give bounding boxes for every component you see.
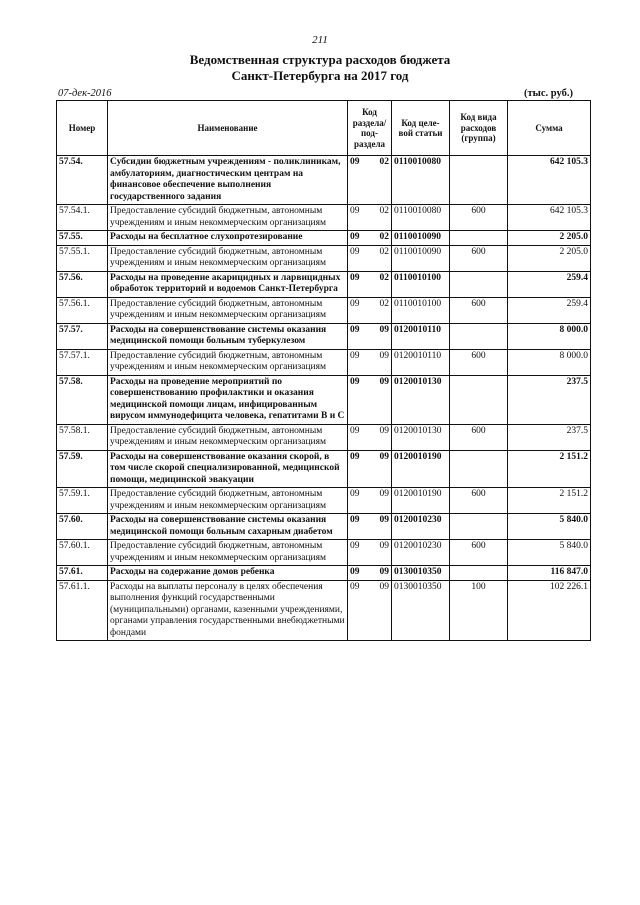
table-row: [57, 156, 591, 205]
row-name: Предоставление субсидий бюджетным, автономным учреждениям и иным некоммерческим организациям: [108, 245, 348, 271]
row-article-code: 0120010190: [392, 488, 450, 514]
row-name: Расходы на совершенствование оказания скорой, в том числе скорой специализированной, медицинской помощи, медицинской эвакуации: [108, 450, 348, 488]
row-article-code: 0120010130: [392, 424, 450, 450]
section-code: 09: [350, 232, 360, 242]
subsection-code: 09: [379, 376, 389, 387]
row-sum: 259.4: [508, 271, 591, 297]
table-row: [57, 205, 591, 231]
row-number: 57.57.1.: [57, 349, 108, 375]
subsection-code: 09: [379, 567, 389, 577]
row-kind-code: [450, 156, 508, 205]
row-kind-code: [450, 450, 508, 488]
row-sum: 116 847.0: [508, 566, 591, 581]
row-number: 57.56.1.: [57, 297, 108, 323]
row-number: 57.55.: [57, 231, 108, 246]
section-code: 09: [350, 567, 360, 577]
row-section-code: [348, 540, 392, 566]
table-row: [57, 424, 591, 450]
subsection-code: 09: [379, 350, 389, 361]
row-kind-code: 600: [450, 297, 508, 323]
row-sum: 2 205.0: [508, 231, 591, 246]
row-name: Предоставление субсидий бюджетным, автономным учреждениям и иным некоммерческим организациям: [108, 297, 348, 323]
row-article-code: 0120010230: [392, 514, 450, 540]
title-line-1: Ведомственная структура расходов бюджета: [189, 52, 451, 67]
table-row: [57, 349, 591, 375]
row-kind-code: 600: [450, 540, 508, 566]
section-code: 09: [350, 272, 360, 283]
subsection-code: 02: [379, 298, 389, 309]
row-article-code: 0130010350: [392, 580, 450, 641]
section-code: 09: [350, 298, 360, 309]
table-row: [57, 231, 591, 246]
section-code: 09: [350, 425, 360, 436]
table-row: [57, 514, 591, 540]
row-name: Расходы на совершенствование системы оказания медицинской помощи больным туберкулезом: [108, 323, 348, 349]
row-name: Расходы на проведение акарицидных и ларвицидных обработок территорий и водоемов Санкт-Петербурга: [108, 271, 348, 297]
row-number: 57.57.: [57, 323, 108, 349]
row-kind-code: 100: [450, 580, 508, 641]
subsection-code: 02: [379, 272, 389, 283]
row-sum: 259.4: [508, 297, 591, 323]
units-label: (тыс. руб.): [524, 88, 573, 99]
page-number: 211: [312, 34, 328, 46]
subsection-code: 09: [379, 489, 389, 499]
subsection-code: 09: [379, 541, 389, 551]
row-sum: 8 000.0: [508, 349, 591, 375]
row-section-code: [348, 580, 392, 641]
subsection-code: 09: [379, 515, 389, 525]
row-sum: 237.5: [508, 424, 591, 450]
row-name: Расходы на бесплатное слухопротезирование: [108, 231, 348, 246]
row-sum: 102 226.1: [508, 580, 591, 641]
header-kind: Код вида расходов (группа): [450, 101, 508, 156]
header-section: Код раздела/ под- раздела: [348, 101, 392, 156]
row-article-code: 0110010090: [392, 231, 450, 246]
row-name: Расходы на содержание домов ребенка: [108, 566, 348, 581]
table-row: [57, 375, 591, 424]
row-number: 57.54.1.: [57, 205, 108, 231]
header-sum: Сумма: [508, 101, 591, 156]
budget-table: [56, 100, 591, 641]
row-name: Расходы на проведение мероприятий по совершенствованию профилактики и оказания медицинской помощи лицам, инфицированным вирусом иммунодефицита человека, гепатитами В и С: [108, 375, 348, 424]
row-article-code: 0120010230: [392, 540, 450, 566]
section-code: 09: [350, 451, 360, 462]
section-code: 09: [350, 376, 360, 387]
table-row: [57, 580, 591, 641]
row-article-code: 0120010110: [392, 349, 450, 375]
row-kind-code: [450, 271, 508, 297]
row-kind-code: [450, 514, 508, 540]
table-row: [57, 323, 591, 349]
row-name: Предоставление субсидий бюджетным, автономным учреждениям и иным некоммерческим организациям: [108, 488, 348, 514]
subsection-code: 09: [379, 425, 389, 436]
row-section-code: [348, 156, 392, 205]
row-sum: 642 105.3: [508, 205, 591, 231]
subsection-code: 02: [379, 157, 389, 167]
row-article-code: 0110010090: [392, 245, 450, 271]
subsection-code: 02: [379, 232, 389, 242]
row-kind-code: [450, 231, 508, 246]
row-sum: 5 840.0: [508, 540, 591, 566]
row-article-code: 0110010080: [392, 156, 450, 205]
row-section-code: [348, 488, 392, 514]
subsection-code: 02: [379, 206, 389, 216]
section-code: 09: [350, 489, 360, 499]
row-article-code: 0120010110: [392, 323, 450, 349]
header-name: Наименование: [108, 101, 348, 156]
row-number: 57.59.1.: [57, 488, 108, 514]
row-section-code: [348, 231, 392, 246]
row-sum: 2 205.0: [508, 245, 591, 271]
row-section-code: [348, 566, 392, 581]
subsection-code: 02: [379, 246, 389, 257]
row-section-code: [348, 205, 392, 231]
table-row: [57, 540, 591, 566]
row-section-code: [348, 323, 392, 349]
row-number: 57.60.1.: [57, 540, 108, 566]
row-name: Предоставление субсидий бюджетным, автономным учреждениям и иным некоммерческим организациям: [108, 205, 348, 231]
row-article-code: 0120010130: [392, 375, 450, 424]
row-number: 57.56.: [57, 271, 108, 297]
row-kind-code: 600: [450, 488, 508, 514]
row-section-code: [348, 514, 392, 540]
row-number: 57.54.: [57, 156, 108, 205]
section-code: 09: [350, 515, 360, 525]
section-code: 09: [350, 350, 360, 361]
subsection-code: 09: [379, 324, 389, 335]
table-header-row: [57, 101, 591, 156]
row-section-code: [348, 349, 392, 375]
row-article-code: 0130010350: [392, 566, 450, 581]
row-number: 57.58.: [57, 375, 108, 424]
table-row: [57, 450, 591, 488]
section-code: 09: [350, 206, 360, 216]
document-title: [0, 52, 640, 84]
row-kind-code: 600: [450, 349, 508, 375]
row-name: Предоставление субсидий бюджетным, автономным учреждениям и иным некоммерческим организациям: [108, 540, 348, 566]
row-sum: 642 105.3: [508, 156, 591, 205]
document-date: 07-дек-2016: [58, 88, 112, 99]
row-number: 57.61.: [57, 566, 108, 581]
section-code: 09: [350, 581, 360, 592]
row-article-code: 0120010190: [392, 450, 450, 488]
section-code: 09: [350, 324, 360, 335]
header-article: Код целе- вой статьи: [392, 101, 450, 156]
row-number: 57.55.1.: [57, 245, 108, 271]
row-sum: 8 000.0: [508, 323, 591, 349]
section-code: 09: [350, 246, 360, 257]
subsection-code: 09: [379, 451, 389, 462]
row-number: 57.59.: [57, 450, 108, 488]
row-sum: 5 840.0: [508, 514, 591, 540]
row-article-code: 0110010100: [392, 271, 450, 297]
title-line-2: Санкт-Петербурга на 2017 год: [231, 68, 409, 83]
row-name: Субсидии бюджетным учреждениям - поликлиникам, амбулаториям, диагностическим центрам на финансовое обеспечение выполнения государственного задания: [108, 156, 348, 205]
section-code: 09: [350, 541, 360, 551]
row-name: Расходы на совершенствование системы оказания медицинской помощи больным сахарным диабетом: [108, 514, 348, 540]
row-kind-code: [450, 375, 508, 424]
row-section-code: [348, 424, 392, 450]
row-number: 57.61.1.: [57, 580, 108, 641]
table-row: [57, 488, 591, 514]
row-name: Предоставление субсидий бюджетным, автономным учреждениям и иным некоммерческим организациям: [108, 349, 348, 375]
row-article-code: 0110010100: [392, 297, 450, 323]
table-row: [57, 271, 591, 297]
subsection-code: 09: [379, 581, 389, 592]
row-sum: 2 151.2: [508, 488, 591, 514]
table-body: [57, 156, 591, 641]
row-sum: 2 151.2: [508, 450, 591, 488]
section-code: 09: [350, 157, 360, 167]
table-row: [57, 297, 591, 323]
row-number: 57.60.: [57, 514, 108, 540]
row-section-code: [348, 271, 392, 297]
row-section-code: [348, 375, 392, 424]
row-sum: 237.5: [508, 375, 591, 424]
row-name: Расходы на выплаты персоналу в целях обеспечения выполнения функций государственными (муниципальными) органами, казенными учреждениями, органами управления государственными внебюджетными фондами: [108, 580, 348, 641]
row-number: 57.58.1.: [57, 424, 108, 450]
row-kind-code: [450, 323, 508, 349]
row-kind-code: 600: [450, 205, 508, 231]
row-article-code: 0110010080: [392, 205, 450, 231]
row-name: Предоставление субсидий бюджетным, автономным учреждениям и иным некоммерческим организациям: [108, 424, 348, 450]
row-kind-code: 600: [450, 424, 508, 450]
table-row: [57, 245, 591, 271]
header-number: Номер: [57, 101, 108, 156]
table-row: [57, 566, 591, 581]
row-kind-code: [450, 566, 508, 581]
row-section-code: [348, 245, 392, 271]
row-section-code: [348, 297, 392, 323]
row-kind-code: 600: [450, 245, 508, 271]
row-section-code: [348, 450, 392, 488]
